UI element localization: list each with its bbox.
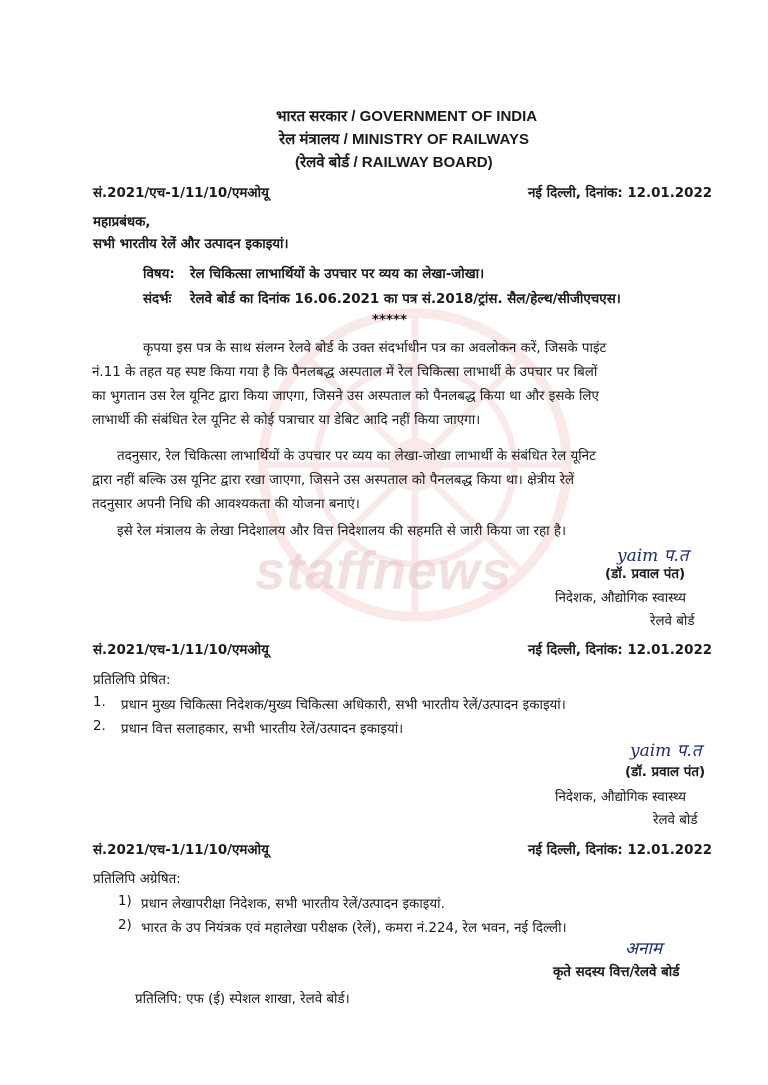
para2-line-3: तदनुसार अपनी निधि की आवश्यकता की योजना बनाएं।	[92, 497, 360, 512]
reference-number-3: सं.2021/एच-1/11/10/एमओयू	[93, 843, 269, 858]
signatory-name-2: (डॉ. प्रवाल पंत)	[625, 765, 706, 780]
copy1-item-2-num: 2.	[93, 719, 106, 734]
copy1-item-2-text: प्रधान वित्त सलाहकार, सभी भारतीय रेलें/उत्पादन इकाइयां।	[121, 722, 404, 737]
signatory-office-1: रेलवे बोर्ड	[650, 614, 695, 629]
copy2-item-1-text: प्रधान लेखापरीक्षा निदेशक, सभी भारतीय रेलें/उत्पादन इकाइयां.	[141, 897, 445, 912]
copy1-heading: प्रतिलिपि प्रेषित:	[93, 673, 171, 688]
copy3-line: प्रतिलिपि: एफ (ई) स्पेशल शाखा, रेलवे बोर्ड।	[135, 992, 350, 1007]
copy2-item-2-text: भारत के उप नियंत्रक एवं महालेखा परीक्षक (रेलें), कमरा नं.224, रेल भवन, नई दिल्ली।	[141, 921, 567, 936]
copy2-heading: प्रतिलिपि अग्रेषित:	[93, 872, 181, 887]
addressee-line-1: महाप्रबंधक,	[93, 215, 151, 230]
signatory-designation-2: निदेशक, औद्योगिक स्वास्थ्य	[555, 790, 687, 805]
separator-stars: *****	[372, 313, 408, 328]
header-line-2: रेल मंत्रालय / MINISTRY OF RAILWAYS	[279, 131, 529, 148]
header-line-3: (रेलवे बोर्ड / RAILWAY BOARD)	[295, 154, 493, 171]
para1-line-1: कृपया इस पत्र के साथ संलग्न रेलवे बोर्ड के उक्त संदर्भाधीन पत्र का अवलोकन करें, जिसके पाइंट	[143, 341, 607, 356]
copy2-item-1-num: 1)	[118, 894, 132, 909]
para3: इसे रेल मंत्रालय के लेखा निदेशालय और वित्त निदेशालय की सहमति से जारी किया जा रहा है।	[117, 524, 567, 539]
para1-line-4: लाभार्थी की संबंधित रेल यूनिट से कोई पत्राचार या डेबिट आदि नहीं किया जाएगा।	[92, 413, 481, 428]
para2-line-1: तदनुसार, रेल चिकित्सा लाभार्थियों के उपचार पर व्यय का लेखा-जोखा लाभार्थी के संबंधित रेल यूनिट	[117, 449, 596, 464]
watermark-text: staffnews	[255, 541, 513, 601]
copy2-item-2-num: 2)	[118, 918, 132, 933]
signatory-name-1: (डॉ. प्रवाल पंत)	[605, 567, 686, 582]
place-date-2: नई दिल्ली, दिनांक: 12.01.2022	[528, 643, 713, 658]
addressee-line-2: सभी भारतीय रेलें और उत्पादन इकाइयां।	[93, 237, 289, 252]
reference-label: संदर्भः	[143, 292, 172, 307]
signature-2: yaim प.त	[630, 741, 702, 761]
para1-line-3: का भुगतान उस रेल यूनिट द्वारा किया जाएगा, जिसने उस अस्पताल को पैनलबद्ध किया था और इसके लिए	[92, 389, 599, 404]
copy1-item-1-text: प्रधान मुख्य चिकित्सा निदेशक/मुख्य चिकित्सा अधिकारी, सभी भारतीय रेलें/उत्पादन इकाइयां।	[121, 698, 566, 713]
reference-number: सं.2021/एच-1/11/10/एमओयू	[93, 186, 269, 201]
place-date-3: नई दिल्ली, दिनांक: 12.01.2022	[528, 843, 713, 858]
reference-text: रेलवे बोर्ड का दिनांक 16.06.2021 का पत्र सं.2018/ट्रांस. सैल/हेल्थ/सीजीएचएस।	[190, 292, 621, 307]
copy1-item-1-num: 1.	[93, 695, 106, 710]
header-line-1: भारत सरकार / GOVERNMENT OF INDIA	[276, 108, 538, 125]
para2-line-2: द्वारा नहीं बल्कि उस यूनिट द्वारा रखा जाएगा, जिसने उस अस्पताल को पैनलबद्ध किया था। क्षेत्रीय रेलें	[92, 473, 575, 488]
para1-line-2: नं.11 के तहत यह स्पष्ट किया गया है कि पैनलबद्ध अस्पताल में रेल चिकित्सा लाभार्थी के उपचार पर बिलों	[92, 365, 598, 380]
reference-number-2: सं.2021/एच-1/11/10/एमओयू	[93, 643, 269, 658]
signatory-office-2: रेलवे बोर्ड	[653, 813, 698, 828]
place-date: नई दिल्ली, दिनांक: 12.01.2022	[528, 186, 713, 201]
signature-1: yaim प.त	[617, 546, 689, 566]
subject-label: विषय:	[143, 267, 175, 282]
signatory-designation-1: निदेशक, औद्योगिक स्वास्थ्य	[555, 591, 687, 606]
signature-3: अनाम	[625, 939, 662, 959]
subject-text: रेल चिकित्सा लाभार्थियों के उपचार पर व्यय का लेखा-जोखा।	[190, 267, 485, 282]
copy2-signoff: कृते सदस्य वित्त/रेलवे बोर्ड	[553, 965, 680, 980]
